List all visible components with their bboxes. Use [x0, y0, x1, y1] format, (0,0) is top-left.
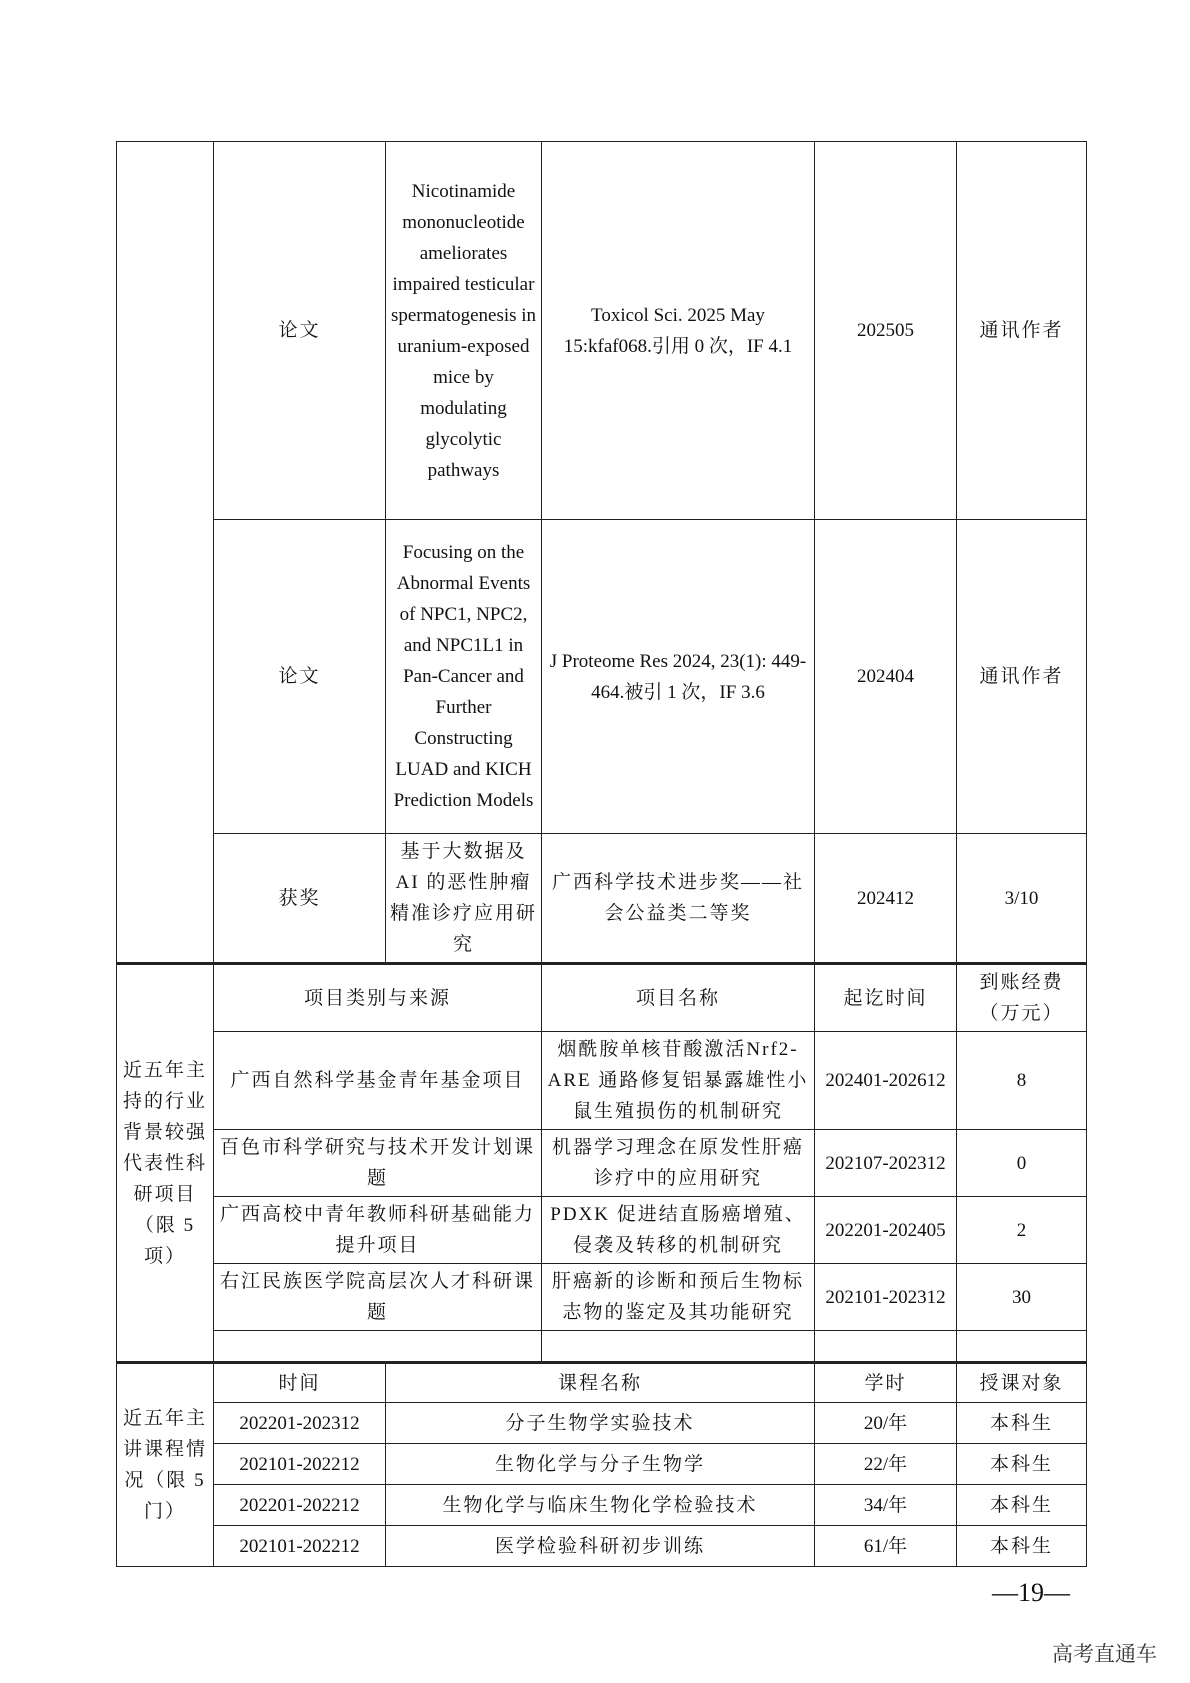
- project-empty-row: [117, 1331, 1087, 1363]
- empty-cell: [542, 1331, 815, 1363]
- courses-section-label: 近五年主讲课程情况（限 5 门）: [117, 1363, 214, 1567]
- projects-section-label: 近五年主持的行业背景较强代表性科研项目（限 5 项）: [117, 964, 214, 1363]
- courses-header-time: 时间: [214, 1363, 386, 1403]
- course-audience: 本科生: [957, 1485, 1087, 1526]
- course-row: [117, 1485, 1087, 1526]
- course-name: 生物化学与分子生物学: [386, 1444, 815, 1485]
- course-row: [117, 1526, 1087, 1567]
- projects-header-row: [117, 964, 1087, 1032]
- empty-cell: [815, 1331, 957, 1363]
- project-name: 机器学习理念在原发性肝癌诊疗中的应用研究: [542, 1130, 815, 1197]
- award-source: 广西科学技术进步奖——社会公益类二等奖: [542, 834, 815, 964]
- paper-source: Toxicol Sci. 2025 May 15:kfaf068.引用 0 次，IF 4.1: [542, 142, 815, 520]
- project-period: 202101-202312: [815, 1264, 957, 1331]
- paper-type: 论文: [214, 520, 386, 834]
- award-date: 202412: [815, 834, 957, 964]
- course-name: 医学检验科研初步训练: [386, 1526, 815, 1567]
- paper-title: Nicotinamide mononucleotide ameliorates impaired testicular spermatogenesis in uranium-exposed mice by modulating glycolytic pathways: [386, 142, 542, 520]
- projects-header-period: 起讫时间: [815, 964, 957, 1032]
- course-row: [117, 1403, 1087, 1444]
- course-hours: 61/年: [815, 1526, 957, 1567]
- watermark-text: 高考直通车: [1052, 1642, 1157, 1666]
- empty-cell: [957, 1331, 1087, 1363]
- course-time: 202201-202212: [214, 1485, 386, 1526]
- course-hours: 22/年: [815, 1444, 957, 1485]
- project-period: 202201-202405: [815, 1197, 957, 1264]
- project-row: [117, 1032, 1087, 1130]
- project-name: 肝癌新的诊断和预后生物标志物的鉴定及其功能研究: [542, 1264, 815, 1331]
- empty-cell: [214, 1331, 542, 1363]
- course-time: 202101-202212: [214, 1526, 386, 1567]
- projects-header-name: 项目名称: [542, 964, 815, 1032]
- project-period: 202107-202312: [815, 1130, 957, 1197]
- project-row: [117, 1197, 1087, 1264]
- paper-source: J Proteome Res 2024, 23(1): 449-464.被引 1 次，IF 3.6: [542, 520, 815, 834]
- paper-date: 202404: [815, 520, 957, 834]
- paper-role: 通讯作者: [957, 142, 1087, 520]
- project-name: PDXK 促进结直肠癌增殖、侵袭及转移的机制研究: [542, 1197, 815, 1264]
- course-audience: 本科生: [957, 1403, 1087, 1444]
- achievement-table: [116, 141, 1087, 1567]
- paper-role: 通讯作者: [957, 520, 1087, 834]
- project-funds: 30: [957, 1264, 1087, 1331]
- course-hours: 20/年: [815, 1403, 957, 1444]
- award-title: 基于大数据及AI 的恶性肿瘤精准诊疗应用研究: [386, 834, 542, 964]
- project-period: 202401-202612: [815, 1032, 957, 1130]
- course-audience: 本科生: [957, 1526, 1087, 1567]
- project-name: 烟酰胺单核苷酸激活Nrf2-ARE 通路修复铝暴露雄性小鼠生殖损伤的机制研究: [542, 1032, 815, 1130]
- paper-row: [117, 142, 1087, 520]
- paper-row: [117, 520, 1087, 834]
- course-time: 202201-202312: [214, 1403, 386, 1444]
- project-source: 广西高校中青年教师科研基础能力提升项目: [214, 1197, 542, 1264]
- project-row: [117, 1264, 1087, 1331]
- projects-header-source: 项目类别与来源: [214, 964, 542, 1032]
- paper-date: 202505: [815, 142, 957, 520]
- courses-header-name: 课程名称: [386, 1363, 815, 1403]
- page-number: —19—: [992, 1578, 1070, 1607]
- course-audience: 本科生: [957, 1444, 1087, 1485]
- course-time: 202101-202212: [214, 1444, 386, 1485]
- course-name: 生物化学与临床生物化学检验技术: [386, 1485, 815, 1526]
- project-source: 右江民族医学院高层次人才科研课题: [214, 1264, 542, 1331]
- project-source: 百色市科学研究与技术开发计划课题: [214, 1130, 542, 1197]
- paper-type: 论文: [214, 142, 386, 520]
- project-funds: 0: [957, 1130, 1087, 1197]
- project-funds: 8: [957, 1032, 1087, 1130]
- project-funds: 2: [957, 1197, 1087, 1264]
- courses-header-audience: 授课对象: [957, 1363, 1087, 1403]
- course-name: 分子生物学实验技术: [386, 1403, 815, 1444]
- paper-title: Focusing on the Abnormal Events of NPC1, NPC2, and NPC1L1 in Pan-Cancer and Further Constructing LUAD and KICH Prediction Models: [386, 520, 542, 834]
- project-source: 广西自然科学基金青年基金项目: [214, 1032, 542, 1130]
- award-role: 3/10: [957, 834, 1087, 964]
- courses-header-hours: 学时: [815, 1363, 957, 1403]
- section-continuation-cell: [117, 142, 214, 964]
- course-hours: 34/年: [815, 1485, 957, 1526]
- courses-header-row: [117, 1363, 1087, 1403]
- project-row: [117, 1130, 1087, 1197]
- projects-header-funds: 到账经费（万元）: [957, 964, 1087, 1032]
- course-row: [117, 1444, 1087, 1485]
- award-row: [117, 834, 1087, 964]
- award-type: 获奖: [214, 834, 386, 964]
